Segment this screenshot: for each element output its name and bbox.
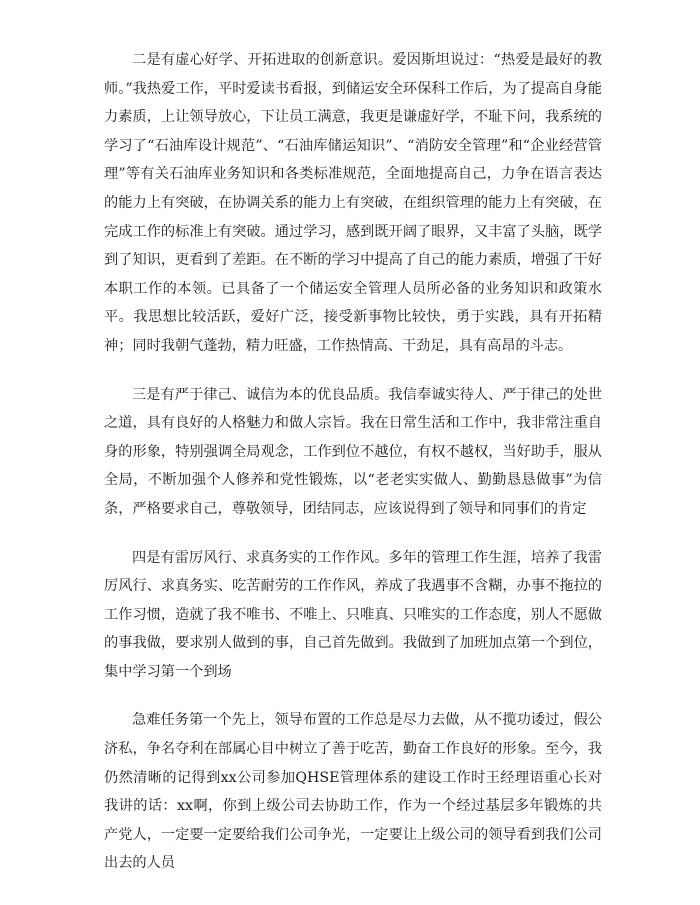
paragraph-integrity: 三是有严于律己、诚信为本的优良品质。我信奉诚实待人、严于律己的处世之道，具有良好的人格魅力和做人宗旨。我在日常生活和工作中，我非常注重自身的形象，特别强调全局观念，工作到位不越位，有权不越权，当好助手，服从全局，不断加强个人修养和党性锻炼，以“老老实实做人、勤勤恳恳做事”为信条，严格要求自己，尊敬领导，团结同志，应该说得到了领导和同事们的肯定 (104, 386, 602, 517)
paragraph-innovation: 二是有虚心好学、开拓进取的创新意识。爱因斯坦说过：“热爱是最好的教师。”我热爱工作，平时爱读书看报，到储运安全环保科工作后，为了提高自身能力素质，上让领导放心，下让员工满意，我更是谦虚好学，不耻下问，我系统的学习了“石油库设计规范”、“石油库储运知识”、“消防安全管理”和“企业经营管理”等有关石油库业务知识和各类标准规范，全面地提高自己，力争在语言表达的能力上有突破，在协调关系的能力上有突破，在组织管理的能力上有突破，在完成工作的标准上有突破。通过学习，感到既开阔了眼界，又丰富了头脑，既学到了知识，更看到了差距。在不断的学习中提高了自己的能力素质，增强了干好本职工作的本领。已具备了一个储运安全管理人员所必备的业务知识和政策水平。我思想比较活跃，爱好广泛，接受新事物比较快，勇于实践，具有开拓精神；同时我朝气蓬勃，精力旺盛，工作热情高、干劲足，具有高昂的斗志。 (104, 52, 602, 354)
paragraph-work-style: 四是有雷厉风行、求真务实的工作作风。多年的管理工作生涯，培养了我雷厉风行、求真务实、吃苦耐劳的工作作风，养成了我遇事不含糊，办事不拖拉的工作习惯，造就了我不唯书、不唯上、只唯真、只唯实的工作态度，别人不愿做的事我做，要求别人做到的事，自己首先做到。我做到了加班加点第一个到位，集中学习第一个到场 (104, 549, 602, 680)
document-body (104, 46, 602, 898)
paragraph-urgent-tasks: 急难任务第一个先上，领导布置的工作总是尽力去做，从不揽功诿过，假公济私，争名夺利在部属心目中树立了善于吃苦，勤奋工作良好的形象。至今，我仍然清晰的记得到xx公司参加QHSE管理体系的建设工作时王经理语重心长对我讲的话：xx啊，你到上级公司去协助工作，作为一个经过基层多年锻炼的共产党人，一定要一定要给我们公司争光，一定要让上级公司的领导看到我们公司出去的人员 (104, 712, 602, 872)
